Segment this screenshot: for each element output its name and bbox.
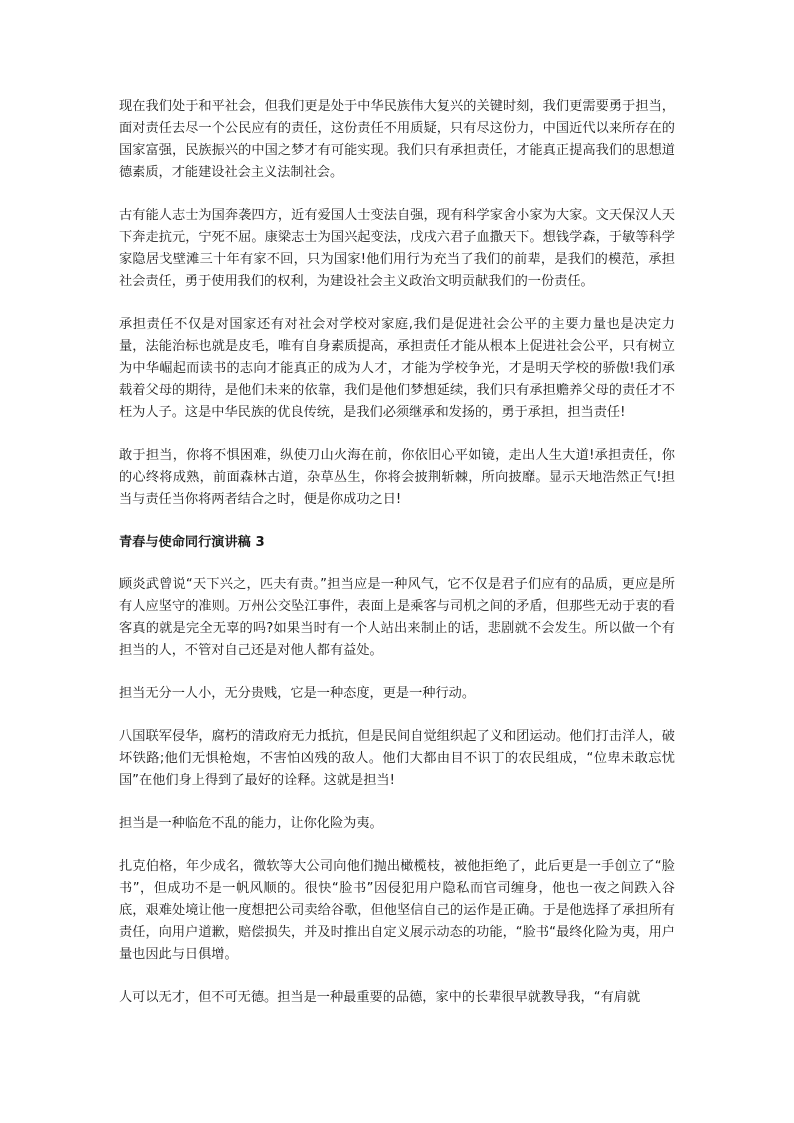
- paragraph-5: 顾炎武曾说“天下兴之，匹夫有责。”担当应是一种风气，它不仅是君子们应有的品质，更应是所有人应坚守的准则。万州公交坠江事件，表面上是乘客与司机之间的矛盾，但那些无动于衷的看客真的就是完全无辜的吗?如果当时有一个人站出来制止的话，悲剧就不会发生。所以做一个有担当的人，不管对自己还是对他人都有益处。: [119, 577, 675, 658]
- paragraph-2: 古有能人志士为国奔袭四方，近有爱国人士变法自强，现有科学家舍小家为大家。文天保汉人天下奔走抗元，宁死不屈。康梁志士为国兴起变法，戊戌六君子血撒天下。想钱学森，于敏等科学家隐居戈壁滩三十年有家不回，只为国家!他们用行为充当了我们的前辈，是我们的模范，承担社会责任，勇于使用我们的权利，为建设社会主义政治文明贡献我们的一份责任。: [119, 208, 675, 289]
- paragraph-8: 担当是一种临危不乱的能力，让你化险为夷。: [119, 816, 383, 831]
- paragraph-10: 人可以无才，但不可无德。担当是一种最重要的品德，家中的长辈很早就教导我，“有肩就: [119, 990, 641, 1005]
- paragraph-9: 扎克伯格，年少成名，微软等大公司向他们抛出橄榄枝，被他拒绝了，此后更是一手创立了“脸书”，但成功不是一帆风顺的。很快“脸书”因侵犯用户隐私而官司缠身，他也一夜之间跌入谷底，艰难处境让他一度想把公司卖给谷歌，但他坚信自己的运作是正确。于是他选择了承担所有责任，向用户道歉，赔偿损失，并及时推出自定义展示动态的功能，“脸书“最终化险为夷，用户量也因此与日俱增。: [119, 859, 675, 962]
- paragraph-7: 八国联军侵华，腐朽的清政府无力抵抗，但是民间自觉组织起了义和团运动。他们打击洋人，破坏铁路;他们无惧枪炮，不害怕凶残的敌人。他们大都由目不识丁的农民组成，“位卑未敢忘忧国”在他们身上得到了最好的诠释。这就是担当!: [119, 729, 675, 788]
- paragraph-4: 敢于担当，你将不惧困难，纵使刀山火海在前，你依旧心平如镜，走出人生大道!承担责任，你的心终将成熟，前面森林古道，杂草丛生，你将会披荆斩棘，所向披靡。显示天地浩然正气!担当与责任当你将两者结合之时，便是你成功之日!: [119, 448, 675, 507]
- section-heading: 青春与使命同行演讲稿 3: [119, 535, 265, 550]
- document-page: [119, 96, 675, 1030]
- paragraph-1: 现在我们处于和平社会，但我们更是处于中华民族伟大复兴的关键时刻，我们更需要勇于担当，面对责任去尽一个公民应有的责任，这份责任不用质疑，只有尽这份力，中国近代以来所存在的国家富强，民族振兴的中国之梦才有可能实现。我们只有承担责任，才能真正提高我们的思想道德素质，才能建设社会主义法制社会。: [119, 99, 675, 180]
- paragraph-3: 承担责任不仅是对国家还有对社会对学校对家庭,我们是促进社会公平的主要力量也是决定力量，法能治标也就是皮毛，唯有自身素质提高，承担责任才能从根本上促进社会公平，只有树立为中华崛起而读书的志向才能真正的成为人才，才能为学校争光，才是明天学校的骄傲!我们承载着父母的期待，是他们未来的依靠，我们是他们梦想延续，我们只有承担赡养父母的责任才不枉为人子。这是中华民族的优良传统，是我们必须继承和发扬的，勇于承担，担当责任!: [119, 317, 675, 420]
- paragraph-6: 担当无分一人小，无分贵贱，它是一种态度，更是一种行动。: [119, 686, 476, 701]
